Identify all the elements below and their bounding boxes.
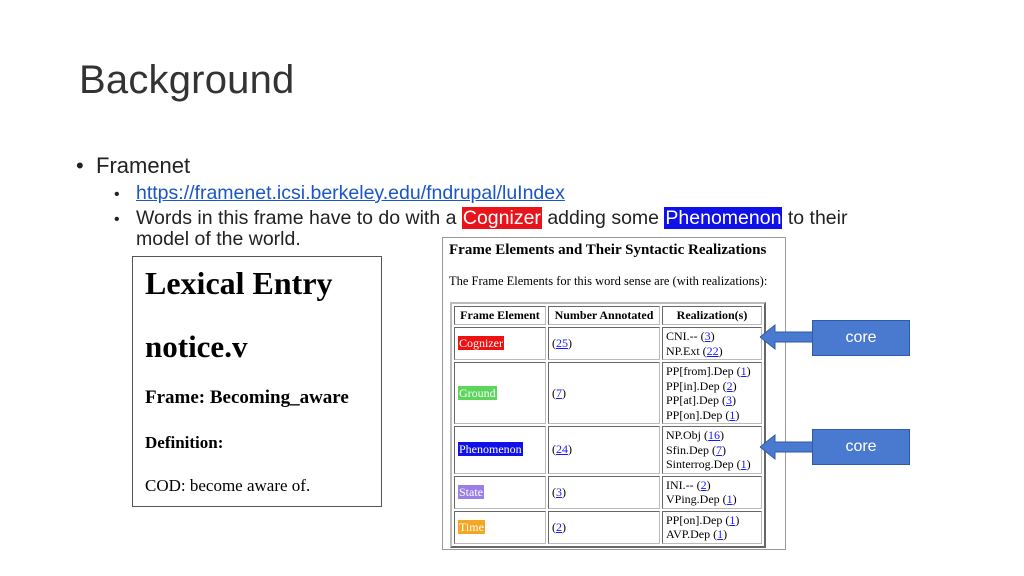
lexical-entry-panel <box>132 256 382 507</box>
lexical-entry-heading: Lexical Entry <box>145 265 333 301</box>
realization-close-paren: ) <box>710 329 715 343</box>
realization-count-link[interactable]: 1 <box>726 492 733 506</box>
fe-name-tag: Time <box>459 519 484 534</box>
num-annotated-cell: (25) <box>548 327 660 360</box>
realization-count-link[interactable]: 1 <box>729 512 736 527</box>
num-annotated-link[interactable]: 25 <box>556 336 568 350</box>
num-annotated-cell: (2) <box>548 511 660 544</box>
realization-line <box>666 457 758 472</box>
table-row <box>454 362 762 424</box>
arrow-left-icon <box>760 323 816 351</box>
num-annotated-link[interactable]: 7 <box>556 385 562 400</box>
realization-close-paren: ) <box>746 364 751 378</box>
fe-cell <box>454 511 546 544</box>
realization-pattern: NP.Obj ( <box>666 428 709 442</box>
realization-pattern: VPing.Dep ( <box>666 492 727 506</box>
num-annotated-link[interactable]: 3 <box>556 484 562 499</box>
realization-count-link[interactable]: 1 <box>740 457 747 471</box>
bullet-words <box>114 207 847 230</box>
definition-text: COD: become aware of. <box>145 476 311 495</box>
fe-cell <box>454 362 546 424</box>
realization-line <box>666 492 758 507</box>
table-row <box>454 476 762 509</box>
realization-line <box>666 478 758 493</box>
realization-pattern: AVP.Dep ( <box>666 527 718 541</box>
realization-count-link[interactable]: 22 <box>706 343 719 358</box>
realization-line <box>666 443 758 458</box>
realization-close-paren: ) <box>732 393 736 407</box>
core-label-phenomenon: core <box>812 429 910 465</box>
realization-line <box>666 393 758 408</box>
realization-line <box>666 344 758 359</box>
bullet-dot-icon: • <box>114 186 120 203</box>
realization-pattern: Sinterrog.Dep ( <box>666 457 741 471</box>
column-header: Realization(s) <box>662 306 762 325</box>
core-label-cognizer: core <box>812 320 910 356</box>
fe-name-tag: Phenomenon <box>459 442 522 457</box>
fe-name-tag: State <box>459 484 483 499</box>
bullet-dot-icon: • <box>76 153 84 178</box>
num-annotated-cell: (3) <box>548 476 660 509</box>
realization-pattern: PP[on].Dep ( <box>666 512 730 527</box>
frame-elements-panel <box>442 237 786 550</box>
realization-pattern: CNI.-- ( <box>666 329 705 343</box>
realization-close-paren: ) <box>722 442 726 457</box>
realization-close-paren: ) <box>706 477 711 492</box>
words-text-mid: adding some <box>541 207 665 229</box>
table-header-row <box>454 306 762 325</box>
realization-count-link[interactable]: 2 <box>726 378 733 393</box>
fe-cell <box>454 426 546 474</box>
realization-line <box>666 408 758 423</box>
realization-close-paren: ) <box>732 378 737 393</box>
realization-count-link[interactable]: 3 <box>726 393 732 407</box>
column-header: Frame Element <box>454 306 546 325</box>
fe-name-tag: Cognizer <box>459 336 503 350</box>
num-annotated-cell: (24) <box>548 426 660 474</box>
realization-close-paren: ) <box>720 428 725 442</box>
words-text-pre: Words in this frame have to do with a <box>136 207 462 229</box>
bullet-framenet <box>76 153 190 179</box>
realization-line <box>666 527 758 542</box>
fe-name-tag: Ground <box>459 385 496 400</box>
realization-count-link[interactable]: 16 <box>708 428 721 442</box>
realization-close-paren: ) <box>735 407 740 422</box>
realization-close-paren: ) <box>718 343 723 358</box>
realization-pattern: INI.-- ( <box>666 477 701 492</box>
realization-count-link[interactable]: 1 <box>729 407 736 422</box>
realization-close-paren: ) <box>723 527 728 541</box>
num-annotated-cell: (7) <box>548 362 660 424</box>
realization-pattern: PP[from].Dep ( <box>666 364 741 378</box>
realization-cell <box>662 511 762 544</box>
realization-pattern: Sfin.Dep ( <box>666 442 716 457</box>
realization-cell <box>662 362 762 424</box>
realization-count-link[interactable]: 3 <box>704 329 711 343</box>
cognizer-highlight: Cognizer <box>462 207 541 229</box>
realization-count-link[interactable]: 1 <box>717 527 724 541</box>
realization-pattern: NP.Ext ( <box>666 343 707 358</box>
realization-line <box>666 379 758 394</box>
realization-line <box>666 513 758 528</box>
realization-close-paren: ) <box>732 492 737 506</box>
definition-label: Definition: <box>145 433 224 452</box>
realization-count-link[interactable]: 2 <box>700 477 707 492</box>
realization-close-paren: ) <box>735 512 740 527</box>
frame-elements-table <box>450 302 766 548</box>
table-row <box>454 327 762 360</box>
fe-panel-subheading: The Frame Elements for this word sense are (with realizations): <box>449 274 768 288</box>
column-header: Number Annotated <box>548 306 660 325</box>
realization-cell <box>662 327 762 360</box>
realization-close-paren: ) <box>746 457 751 471</box>
lexical-entry-frame: Frame: Becoming_aware <box>145 387 349 408</box>
slide-title: Background <box>79 58 295 102</box>
realization-pattern: PP[in].Dep ( <box>666 378 727 393</box>
realization-line <box>666 329 758 344</box>
realization-line <box>666 364 758 379</box>
fe-cell <box>454 476 546 509</box>
fe-panel-heading: Frame Elements and Their Syntactic Realizations <box>449 242 767 258</box>
realization-count-link[interactable]: 1 <box>740 364 747 378</box>
realization-line <box>666 428 758 443</box>
fe-cell <box>454 327 546 360</box>
bullet-link <box>114 182 565 205</box>
realization-pattern: PP[on].Dep ( <box>666 407 730 422</box>
lexical-entry-word: notice.v <box>145 329 248 364</box>
table-row <box>454 511 762 544</box>
num-annotated-link[interactable]: 24 <box>556 442 568 457</box>
framenet-link[interactable]: https://framenet.icsi.berkeley.edu/fndrupal/luIndex <box>136 182 565 204</box>
bullet-words-line2: model of the world. <box>136 228 301 250</box>
bullet-framenet-text: Framenet <box>96 153 191 178</box>
realization-cell <box>662 426 762 474</box>
arrow-left-icon <box>760 433 816 461</box>
realization-cell <box>662 476 762 509</box>
num-annotated-link[interactable]: 2 <box>556 519 562 534</box>
table-row <box>454 426 762 474</box>
bullet-dot-icon: • <box>114 211 120 228</box>
phenomenon-highlight: Phenomenon <box>665 207 782 229</box>
realization-pattern: PP[at].Dep ( <box>666 393 726 407</box>
realization-count-link[interactable]: 7 <box>716 442 722 457</box>
words-text-post: to their <box>782 207 848 229</box>
